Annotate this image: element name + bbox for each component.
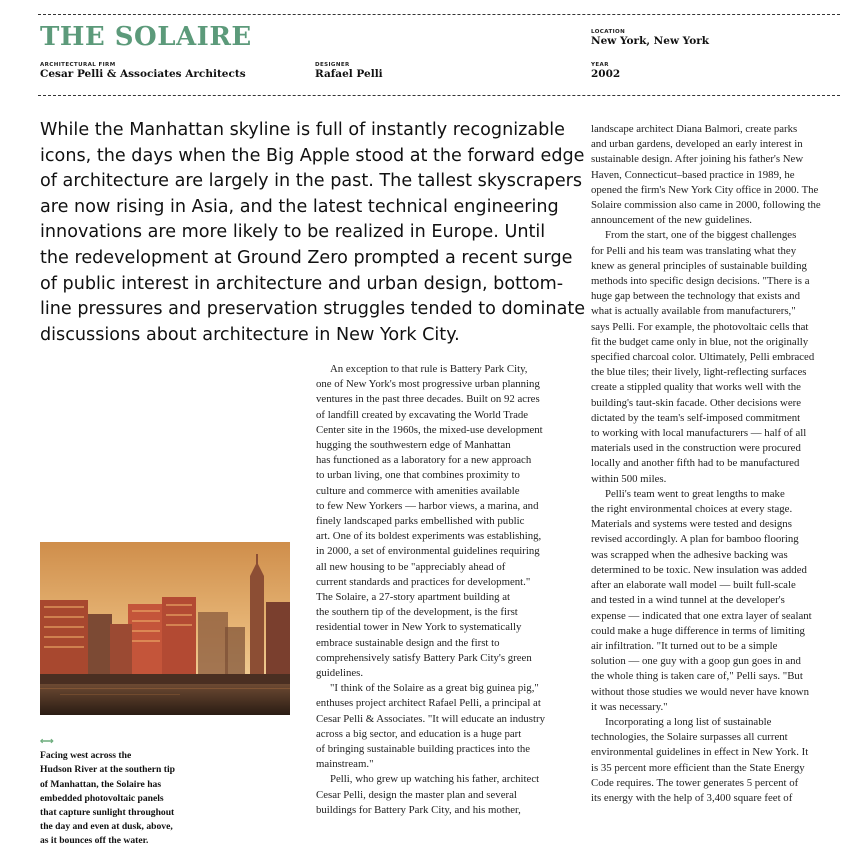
text-line: and urban gardens, developed an early interest in bbox=[591, 138, 803, 151]
text-line: the southern tip of the development, is the first bbox=[316, 606, 518, 619]
text-line: Pelli, who grew up watching his father, architect bbox=[330, 773, 540, 786]
text-line: has functioned as a laboratory for a new approach bbox=[316, 454, 532, 467]
firm-value: Cesar Pelli & Associates Architects bbox=[40, 68, 246, 80]
lead-line: innovations are more likely to be realized in Europe. Until bbox=[40, 222, 546, 243]
text-line: create a stippled quality that works well with the bbox=[591, 381, 801, 394]
caption-line: embedded photovoltaic panels bbox=[40, 792, 164, 804]
lead-line: of public interest in architecture and urban design, bottom- bbox=[40, 273, 564, 294]
text-line: residential tower in New York to systematically bbox=[316, 621, 522, 634]
text-line: Cesar Pelli & Associates. "It will educate an industry bbox=[316, 712, 545, 725]
text-line: comprehensively satisfy Battery Park City's green bbox=[316, 651, 532, 664]
lead-line: discussions about architecture in New York City. bbox=[40, 324, 460, 345]
text-line: "I think of the Solaire as a great big guinea pig," bbox=[330, 682, 539, 695]
text-line: its energy with the help of 3,400 square feet of bbox=[591, 791, 793, 804]
text-line: culture and commerce with amenities available bbox=[316, 484, 520, 497]
text-line: the whole thing is taken care of," Pelli says. "But bbox=[591, 670, 803, 683]
text-line: ventures in the past three decades. Built on 92 acres bbox=[316, 393, 540, 406]
text-line: determined to be toxic. New insulation was added bbox=[591, 563, 807, 576]
text-line: is 35 percent more efficient than the State Energy bbox=[591, 761, 805, 774]
caption-line: the day and even at dusk, above, bbox=[40, 821, 173, 833]
text-line: From the start, one of the biggest challenges bbox=[605, 229, 797, 242]
text-line: could make a huge difference in terms of limiting bbox=[591, 624, 805, 637]
text-line: opened the firm's New York City office in 2000. The bbox=[591, 183, 819, 196]
text-line: finely landscaped parks embellished with public bbox=[316, 515, 525, 528]
location-value: New York, New York bbox=[591, 35, 710, 47]
location-label: LOCATION bbox=[591, 29, 626, 35]
text-line: huge gap between the technology that exists and bbox=[591, 290, 800, 303]
text-line: revised accordingly. A plan for bamboo flooring bbox=[591, 533, 799, 546]
text-line: building's taut-skin facade. Other decisions were bbox=[591, 396, 802, 409]
skyline-photo bbox=[40, 542, 290, 715]
text-line: mainstream." bbox=[316, 758, 374, 771]
text-line: for Pelli and his team was translating what they bbox=[591, 244, 797, 257]
text-line: methods into specific design decisions. "There is a bbox=[591, 275, 810, 288]
lead-line: of architecture are largely in the past. The tallest skyscrapers bbox=[40, 171, 583, 192]
caption-line: ⟷ Facing west across the bbox=[40, 735, 210, 763]
text-line: of landfill created by excavating the World Trade bbox=[316, 408, 529, 421]
text-line: and tested in a wind tunnel at the developer's bbox=[591, 594, 785, 607]
lead-line: line pressures and preservation struggles tended to dominate bbox=[40, 299, 586, 320]
lead-line: are now rising in Asia, and the latest technical engineering bbox=[40, 196, 559, 217]
text-line: solution — one guy with a goop gun goes in and bbox=[591, 655, 801, 668]
text-line: across a big sector, and education is a huge part bbox=[316, 727, 522, 740]
text-line: technologies, the Solaire surpasses all current bbox=[591, 731, 788, 744]
text-line: after an elaborate wall model — built full-scale bbox=[591, 579, 796, 592]
text-line: Haven, Connecticut–based practice in 1989, he bbox=[591, 168, 795, 181]
caption-line: of Manhattan, the Solaire has bbox=[40, 778, 162, 790]
top-divider bbox=[38, 14, 840, 15]
text-line: to urban living, one that combines proximity to bbox=[316, 469, 520, 482]
text-line: current standards and practices for development." bbox=[316, 575, 531, 588]
header-divider bbox=[38, 95, 840, 96]
text-line: knew as general principles of sustainable building bbox=[591, 259, 807, 272]
caption-line: Hudson River at the southern tip bbox=[40, 764, 175, 776]
text-line: Center site in the 1960s, the mixed-use development bbox=[316, 423, 543, 436]
text-line: Incorporating a long list of sustainable bbox=[605, 715, 772, 728]
text-line: announcement of the new guidelines. bbox=[591, 214, 753, 227]
text-line: fit the budget came only in blue, not the originally bbox=[591, 335, 809, 348]
text-line: locally and another fifth had to be manufactured bbox=[591, 457, 800, 470]
text-line: the blue tiles; their lively, light-reflecting surfaces bbox=[591, 366, 807, 379]
year-value: 2002 bbox=[591, 68, 621, 80]
text-line: hugging the southwestern edge of Manhattan bbox=[316, 439, 511, 452]
text-line: environmental guidelines in effect in New York. It bbox=[591, 746, 809, 759]
text-line: without those studies we would never have known bbox=[591, 685, 809, 698]
body-column-right bbox=[591, 122, 846, 806]
text-line: landscape architect Diana Balmori, create parks bbox=[591, 123, 798, 135]
skyline-illustration bbox=[40, 542, 290, 715]
text-line: buildings for Battery Park City, and his mother, bbox=[316, 803, 521, 816]
double-arrow-icon: ⟷ bbox=[40, 736, 54, 747]
body-column-middle bbox=[316, 362, 578, 818]
text-line: An exception to that rule is Battery Park City, bbox=[330, 363, 528, 375]
text-line: air infiltration. "It turned out to be a simple bbox=[591, 639, 778, 652]
text-line: in 2000, a set of environmental guidelines requiring bbox=[316, 545, 540, 558]
caption-line: that capture sunlight throughout bbox=[40, 807, 175, 819]
text-line: it was necessary." bbox=[591, 700, 668, 713]
text-line: to few New Yorkers — harbor views, a marina, and bbox=[316, 499, 539, 512]
page-title: THE SOLAIRE bbox=[40, 22, 252, 52]
text-line: Code requires. The tower generates 5 percent of bbox=[591, 776, 799, 789]
text-line: expense — indicated that one extra layer of sealant bbox=[591, 609, 812, 622]
firm-label: ARCHITECTURAL FIRM bbox=[40, 62, 116, 68]
text-line: all new housing to be "appreciably ahead of bbox=[316, 560, 506, 573]
text-line: of bringing sustainable building practices into the bbox=[316, 743, 531, 756]
text-line: Pelli's team went to great lengths to make bbox=[605, 487, 785, 500]
text-line: the right environmental choices at every stage. bbox=[591, 503, 793, 516]
text-line: art. One of its boldest experiments was establishing, bbox=[316, 530, 542, 543]
text-line: what is actually available from manufacturers," bbox=[591, 305, 796, 318]
text-line: sustainable design. After joining his father's New bbox=[591, 153, 804, 166]
designer-value: Rafael Pelli bbox=[315, 68, 383, 80]
text-line: Solaire commission also came in 2000, following the bbox=[591, 199, 821, 212]
text-line: guidelines. bbox=[316, 667, 364, 680]
lead-line: icons, the days when the Big Apple stood at the forward edge bbox=[40, 145, 585, 166]
text-line: says Pelli. For example, the photovoltaic cells that bbox=[591, 320, 809, 333]
text-line: within 500 miles. bbox=[591, 472, 667, 485]
text-line: dictated by the team's self-imposed commitment bbox=[591, 411, 801, 424]
text-line: materials used in the construction were procured bbox=[591, 442, 801, 455]
photo-caption bbox=[40, 735, 210, 849]
lead-paragraph bbox=[40, 118, 586, 348]
lead-line: While the Manhattan skyline is full of instantly recognizable bbox=[40, 120, 566, 140]
text-line: to working with local manufacturers — half of all bbox=[591, 427, 807, 440]
text-line: was scrapped when the adhesive backing was bbox=[591, 548, 788, 561]
text-line: embrace sustainable design and the first to bbox=[316, 636, 500, 649]
text-line: enthuses project architect Rafael Pelli, a principal at bbox=[316, 697, 541, 710]
text-line: one of New York's most progressive urban planning bbox=[316, 378, 540, 391]
text-line: Materials and systems were tested and designs bbox=[591, 518, 792, 531]
lead-line: the redevelopment at Ground Zero prompted a recent surge bbox=[40, 247, 573, 268]
year-label: YEAR bbox=[591, 62, 609, 68]
caption-line: as it bounces off the water. bbox=[40, 835, 149, 847]
designer-label: DESIGNER bbox=[315, 62, 350, 68]
text-line: The Solaire, a 27-story apartment building at bbox=[316, 591, 510, 604]
text-line: specified charcoal color. Ultimately, Pelli embraced bbox=[591, 351, 815, 364]
text-line: Cesar Pelli, design the master plan and several bbox=[316, 788, 517, 801]
